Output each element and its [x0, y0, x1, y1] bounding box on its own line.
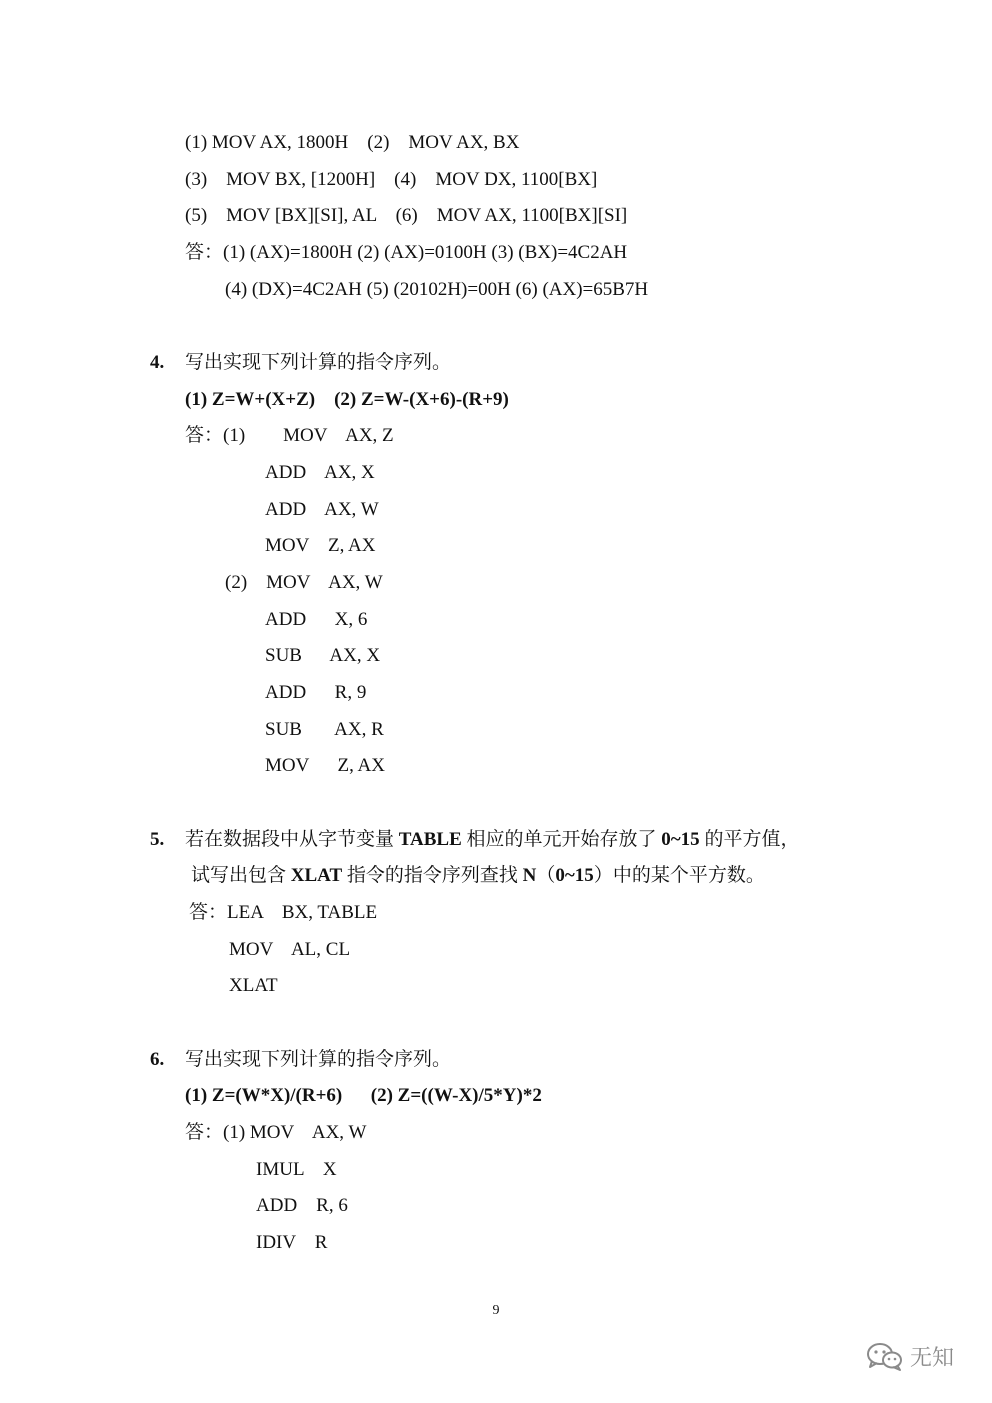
range-text: 0~15 — [661, 829, 700, 850]
question-4-code-line: MOV Z, AX — [265, 755, 385, 776]
question-5-code-line: XLAT — [229, 975, 278, 996]
question-6-answer-head: 答：(1) MOV AX, W — [185, 1122, 367, 1143]
range-text: 0~15 — [555, 865, 594, 886]
question-4-number: 4. — [150, 352, 165, 373]
question-6-number: 6. — [150, 1049, 165, 1070]
prev-item-line-3: (5) MOV [BX][SI], AL (6) MOV AX, 1100[BX][SI] — [185, 205, 628, 226]
prompt-text: 指令的指令序列查找 — [342, 865, 523, 886]
question-6-code-line: ADD R, 6 — [256, 1195, 348, 1216]
question-5-code-line: MOV AL, CL — [229, 939, 351, 960]
prompt-text: 若在数据段中从字节变量 — [185, 829, 399, 850]
page-number: 9 — [492, 1303, 500, 1318]
question-4-code-line: MOV Z, AX — [265, 535, 376, 556]
watermark — [866, 1344, 954, 1374]
prev-answer-line-1: 答：(1) (AX)=1800H (2) (AX)=0100H (3) (BX)=4C2AH — [185, 242, 628, 263]
prev-item-line-1: (1) MOV AX, 1800H (2) MOV AX, BX — [185, 132, 520, 153]
question-4-formula: (1) Z=W+(X+Z) (2) Z=W-(X+6)-(R+9) — [185, 389, 509, 410]
question-4-part2-head: (2) MOV AX, W — [225, 572, 383, 593]
question-6-formula: (1) Z=(W*X)/(R+6) (2) Z=((W-X)/5*Y)*2 — [185, 1085, 542, 1106]
question-5-number: 5. — [150, 829, 165, 850]
question-4-prompt: 写出实现下列计算的指令序列。 — [185, 352, 452, 373]
prompt-text: 试写出包含 — [191, 865, 291, 886]
question-6-code-line: IMUL X — [256, 1159, 337, 1180]
question-5-prompt-line-1 — [185, 828, 799, 852]
question-4-code-line: SUB AX, R — [265, 719, 384, 740]
prev-answer-line-2: (4) (DX)=4C2AH (5) (20102H)=00H (6) (AX)=65B7H — [225, 279, 649, 300]
wechat-icon — [866, 1342, 904, 1377]
watermark-text: 无知 — [910, 1346, 955, 1371]
question-4-code-line: SUB AX, X — [265, 645, 381, 666]
prev-item-line-2: (3) MOV BX, [1200H] (4) MOV DX, 1100[BX] — [185, 169, 598, 190]
question-4-answer-head: 答：(1) MOV AX, Z — [185, 425, 394, 446]
question-5-answer-head: 答：LEA BX, TABLE — [189, 902, 378, 923]
question-6-prompt: 写出实现下列计算的指令序列。 — [185, 1049, 452, 1070]
question-4-code-line: ADD AX, X — [265, 462, 375, 483]
question-4-code-line: ADD AX, W — [265, 499, 379, 520]
n-variable: N — [522, 865, 537, 886]
prompt-text: 相应的单元开始存放了 — [461, 829, 662, 850]
prompt-text: ）中的某个平方数。 — [593, 865, 765, 886]
question-5-prompt-line-2 — [191, 864, 765, 888]
prompt-text: 的平方值， — [699, 829, 800, 850]
table-keyword: TABLE — [398, 829, 462, 850]
question-4-code-line: ADD R, 9 — [265, 682, 367, 703]
question-6-code-line: IDIV R — [256, 1232, 328, 1253]
question-4-code-line: ADD X, 6 — [265, 609, 368, 630]
xlat-keyword: XLAT — [290, 865, 343, 886]
prompt-text: （ — [536, 865, 556, 886]
